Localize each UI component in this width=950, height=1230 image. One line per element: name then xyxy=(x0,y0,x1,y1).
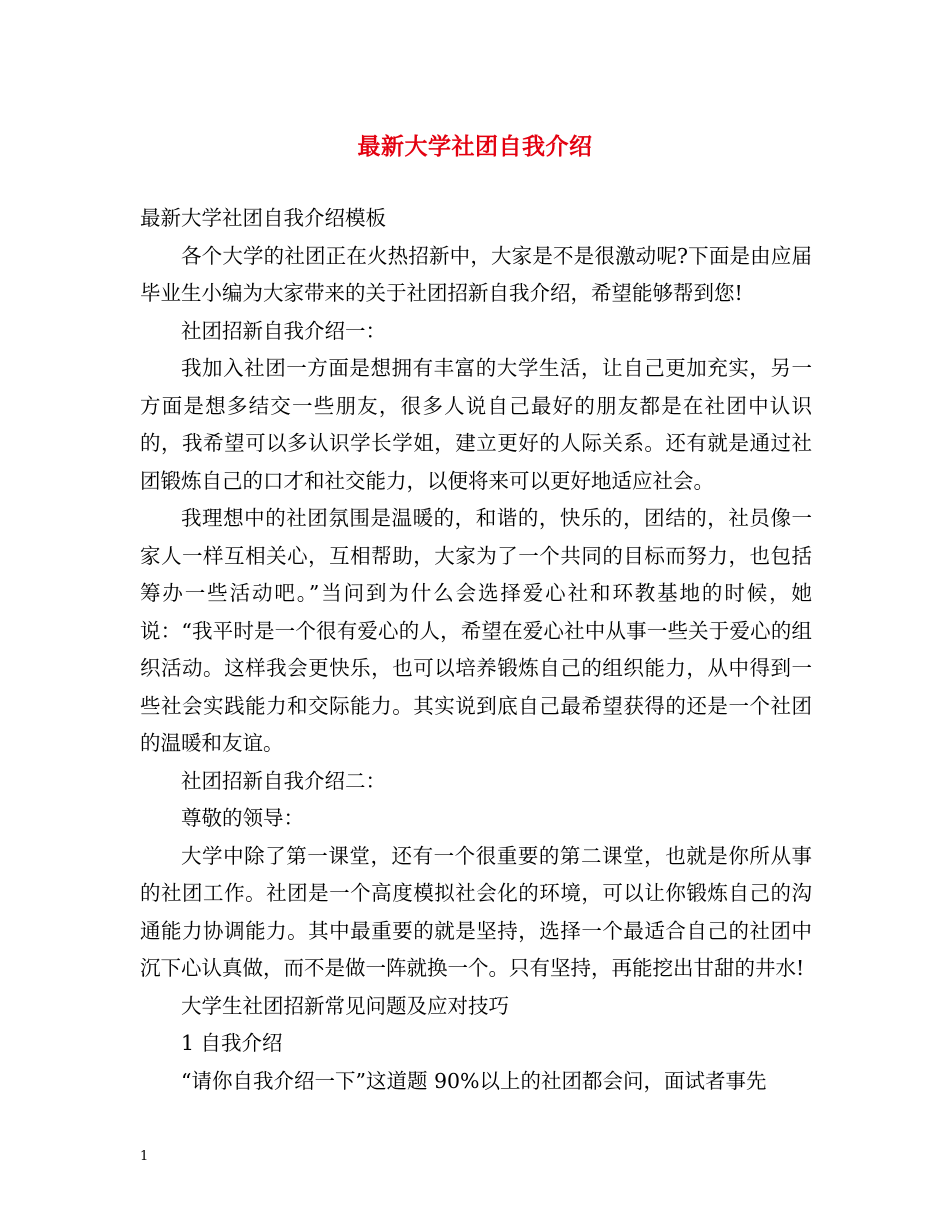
salutation: 尊敬的领导： xyxy=(181,806,304,830)
paragraph: 大学中除了第一课堂，还有一个很重要的第二课堂，也就是你所从事的社团工作。社团是一个高度模拟社会化的环境，可以让你锻炼自己的沟通能力协调能力。其中最重要的就是坚持，选择一个最适合自己的社团中沉下心认真做，而不是做一阵就换一个。只有坚持，再能挖出甘甜的井水! xyxy=(140,843,812,980)
paragraph: “请你自我介绍一下”这道题 90%以上的社团都会问，面试者事先 xyxy=(181,1068,767,1093)
page-number: 1 xyxy=(140,1149,149,1164)
paragraph: 我理想中的社团氛围是温暖的，和谐的，快乐的，团结的，社员像一家人一样互相关心，互相帮助，大家为了一个共同的目标而努力，也包括筹办一些活动吧。”当问到为什么会选择爱心社和环教基地的时候，她说：“我平时是一个很有爱心的人，希望在爱心社中从事一些关于爱心的组织活动。这样我会更快乐，也可以培养锻炼自己的组织能力，从中得到一些社会实践能力和交际能力。其实说到底自己最希望获得的还是一个社团的温暖和友谊。 xyxy=(140,506,812,755)
subsection-heading: 1 自我介绍 xyxy=(181,1031,283,1055)
section-heading-two: 社团招新自我介绍二： xyxy=(181,768,386,793)
paragraph-subtitle: 最新大学社团自我介绍模板 xyxy=(140,206,386,230)
document-title: 最新大学社团自我介绍 xyxy=(357,133,593,160)
document-body xyxy=(140,200,812,1100)
paragraph-intro: 各个大学的社团正在火热招新中，大家是不是很激动呢?下面是由应届毕业生小编为大家带来的关于社团招新自我介绍，希望能够帮到您! xyxy=(140,243,812,305)
section-heading-tips: 大学生社团招新常见问题及应对技巧 xyxy=(181,993,509,1018)
section-heading-one: 社团招新自我介绍一： xyxy=(181,318,386,343)
paragraph: 我加入社团一方面是想拥有丰富的大学生活，让自己更加充实，另一方面是想多结交一些朋友，很多人说自己最好的朋友都是在社团中认识的，我希望可以多认识学长学姐，建立更好的人际关系。还有就是通过社团锻炼自己的口才和社交能力，以便将来可以更好地适应社会。 xyxy=(140,356,812,493)
